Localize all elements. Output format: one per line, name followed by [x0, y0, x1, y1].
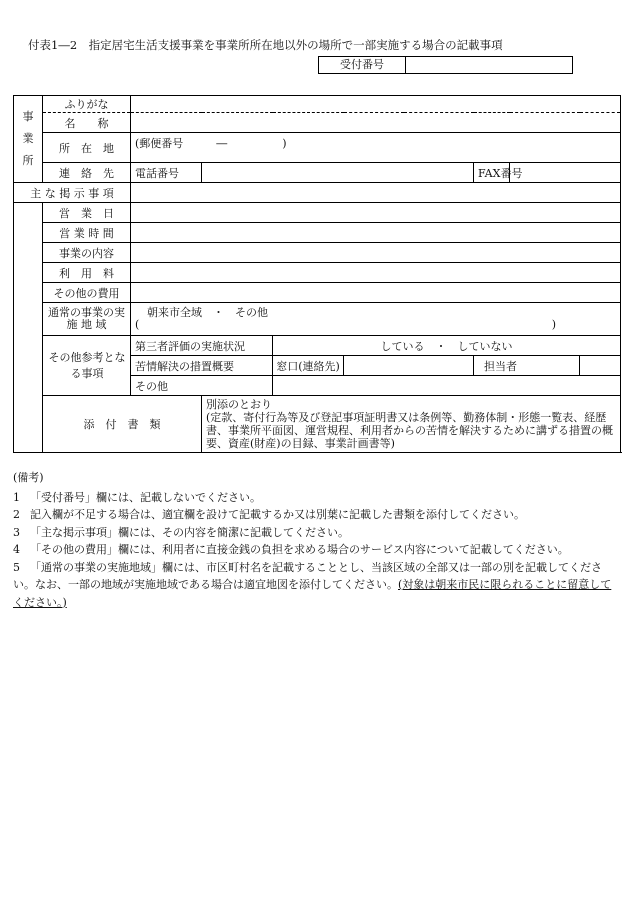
- contact-label: 連 絡 先: [43, 163, 131, 183]
- person-label: 担当者: [474, 356, 580, 376]
- fax-label: FAX番号: [474, 163, 510, 183]
- business-hours-field[interactable]: [131, 223, 621, 243]
- content-label: 事業の内容: [43, 243, 131, 263]
- other-label: その他: [131, 376, 273, 396]
- business-days-label: 営 業 日: [43, 203, 131, 223]
- notes-section: [13, 469, 621, 611]
- phone-field[interactable]: [202, 163, 474, 183]
- notice-items-group: [14, 203, 43, 453]
- person-field[interactable]: [580, 356, 621, 376]
- name-label: 名 称: [43, 113, 131, 133]
- postal-code-text: (郵便番号 ― ): [135, 137, 287, 150]
- third-party-label: 第三者評価の実施状況: [131, 336, 273, 356]
- area-paren-close: ): [551, 318, 556, 331]
- content-field[interactable]: [131, 243, 621, 263]
- phone-label: 電話番号: [131, 163, 202, 183]
- area-label: 通常の事業の実 施 地 域: [43, 303, 131, 336]
- receipt-number-label: 受付番号: [319, 57, 406, 73]
- reference-label: その他参考となる事項: [43, 336, 131, 396]
- main-notice-field[interactable]: [131, 183, 621, 203]
- furigana-label: ふりがな: [43, 96, 131, 113]
- address-label: 所 在 地: [43, 133, 131, 163]
- complaint-label: 苦情解決の措置概要: [131, 356, 273, 376]
- third-party-options: している ・ していない: [380, 339, 513, 353]
- fee-label: 利 用 料: [43, 263, 131, 283]
- window-field[interactable]: [344, 356, 474, 376]
- business-days-field[interactable]: [131, 203, 621, 223]
- office-group-label: 事業所: [14, 96, 43, 183]
- note-item: 3 「主な掲示事項」欄には、その内容を簡潔に記載してください。: [13, 525, 349, 539]
- note-item-5: 5 「通常の事業の実施地域」欄には、市区町村名を記載することとし、当該区域の全部又は一部の別を記載してください。なお、一部の地域が実施地域である場合は適宜地図を添付してください。(対象は朝来市民に限られることに留意してください。): [13, 560, 612, 609]
- address-field[interactable]: [131, 133, 621, 163]
- area-field[interactable]: [131, 303, 621, 336]
- main-notice-label: 主 な 掲 示 事 項: [14, 183, 131, 203]
- fax-field[interactable]: [510, 163, 621, 183]
- note-item: 1 「受付番号」欄には、記載しないでください。: [13, 490, 261, 504]
- third-party-field[interactable]: [273, 336, 621, 356]
- note-item: 2 記入欄が不足する場合は、適宜欄を設けて記載するか又は別葉に記載した書類を添付してください。: [13, 508, 525, 521]
- receipt-number-field[interactable]: [406, 57, 572, 73]
- receipt-number-box: [318, 56, 573, 74]
- attachments-label: 添 付 書 類: [43, 396, 202, 453]
- furigana-field[interactable]: [131, 96, 621, 113]
- note-5-underline: (対象は朝来市民に限られることに留意してください。): [13, 578, 612, 609]
- window-label: 窓口(連絡先): [273, 356, 344, 376]
- attachments-line2: (定款、寄付行為等及び登記事項証明書又は条例等、勤務体制・形態一覧表、経歴書、事業所平面図、運営規程、利用者からの苦情を解決するために講ずる措置の概要、資産(財産)の目録、事業計画書等): [206, 411, 613, 450]
- attachments-line1: 別添のとおり: [206, 398, 272, 411]
- name-field[interactable]: [131, 113, 621, 133]
- other-costs-field[interactable]: [131, 283, 621, 303]
- business-hours-label: 営 業 時 間: [43, 223, 131, 243]
- note-item: 4 「その他の費用」欄には、利用者に直接金銭の負担を求める場合のサービス内容について記載してください。: [13, 543, 569, 556]
- other-costs-label: その他の費用: [43, 283, 131, 303]
- form-title: 付表1―2 指定居宅生活支援事業を事業所所在地以外の場所で一部実施する場合の記載事項: [28, 38, 503, 52]
- registration-table: [13, 95, 621, 453]
- attachments-field[interactable]: [202, 396, 621, 453]
- fee-field[interactable]: [131, 263, 621, 283]
- area-options: 朝来市全域 ・ その他: [147, 306, 268, 319]
- notes-heading: (備考): [13, 471, 44, 484]
- other-field[interactable]: [273, 376, 621, 396]
- area-paren-open: (: [135, 318, 140, 331]
